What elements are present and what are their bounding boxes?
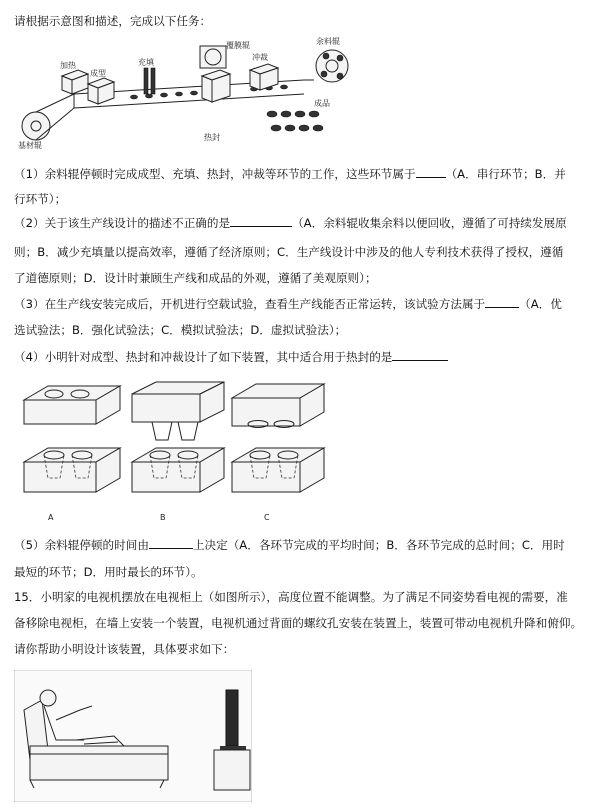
q4-line1 [14,349,448,365]
forming-block [88,78,114,104]
label-filling: 充填 [138,58,154,67]
waste-roller [316,50,348,82]
heating-block [62,70,88,94]
label-product: 成品 [314,99,330,108]
q2-line2: 则；B．减少充填量以提高效率，遵循了经济原则；C．生产线设计中涉及的他人专利技术获得了授权，遵循 [14,245,564,259]
device-b [132,382,224,492]
option-c-label: C [264,513,270,522]
q3-text-pre: （3）在生产线安装完成后，开机进行空载试验，查看生产线能否正常运转，该试验方法属于 [14,297,486,311]
device-a [24,386,120,492]
label-heating: 加热 [60,61,76,70]
q5-text-post: 上决定（A．各环节完成的平均时间；B．各环节完成的总时间；C．用时 [192,538,565,552]
q3-answer-blank[interactable] [485,296,519,308]
q2-line3: 了道德原则；D．设计时兼顾生产线和成品的外观，遵循了美观原则）； [14,271,377,285]
tv-scene-figure [14,670,252,802]
q2-text-post: （A．余料辊收集余料以便回收，遵循了可持续发展原 [292,216,567,230]
q2-line1 [14,215,567,231]
option-b-label: B [160,513,166,522]
heat-seal-block [202,70,230,102]
q1-text-post: （A．串行环节；B．并 [445,167,566,181]
q3-text-post: （A．优 [519,297,562,311]
production-line-diagram [14,36,354,152]
q5-line2: 最短的环节；D．用时最长的环节）。 [14,565,203,579]
q1-answer-blank[interactable] [416,166,446,178]
q1-text-pre: （1）余料辊停顿时完成成型、充填、热封，冲裁等环节的工作，这些环节属于 [14,167,416,181]
q5-line1 [14,537,565,553]
film-roller [200,46,226,68]
q3-line1 [14,296,562,312]
base-roller-icon [22,112,50,140]
q15-line2: 备移除电视柜，在墙上安装一个装置，电视机通过背面的螺纹孔安装在装置上，装置可带动电视机升降和俯仰。 [14,616,583,630]
label-base-roller: 基材辊 [18,141,42,150]
q5-text-pre: （5）余料辊停顿的时间由 [14,538,149,552]
q1-line1 [14,166,566,182]
label-film-roller: 覆膜辊 [226,41,250,50]
q2-text-pre: （2）关于该生产线设计的描述不正确的是 [14,216,231,230]
q2-answer-blank[interactable] [230,215,292,227]
q4-text-pre: （4）小明针对成型、热封和冲裁设计了如下装置，其中适合用于热封的是 [14,350,393,364]
q1-line2: 行环节）； [14,192,67,206]
q4-answer-blank[interactable] [392,349,448,361]
label-waste-roller: 余料辊 [316,37,340,46]
label-heat-seal: 热封 [204,133,220,142]
finished-products [267,111,323,131]
filling-nozzles [144,68,155,94]
mold-devices-figure [20,380,340,528]
q15-line3: 请你帮助小明设计该装置，具体要求如下： [14,642,235,656]
q5-answer-blank[interactable] [149,537,193,549]
option-a-label: A [48,513,54,522]
label-punching: 冲裁 [252,53,268,62]
instruction-text: 请根据示意图和描述，完成以下任务： [14,14,212,28]
punching-block [250,64,278,90]
device-c [232,384,324,492]
label-forming: 成型 [90,69,106,78]
q3-line2: 选试验法；B．强化试验法；C．模拟试验法；D．虚拟试验法）； [14,323,347,337]
q15-line1: 15．小明家的电视机摆放在电视柜上（如图所示），高度位置不能调整。为了满足不同姿势看电视的需要，准 [14,590,568,604]
